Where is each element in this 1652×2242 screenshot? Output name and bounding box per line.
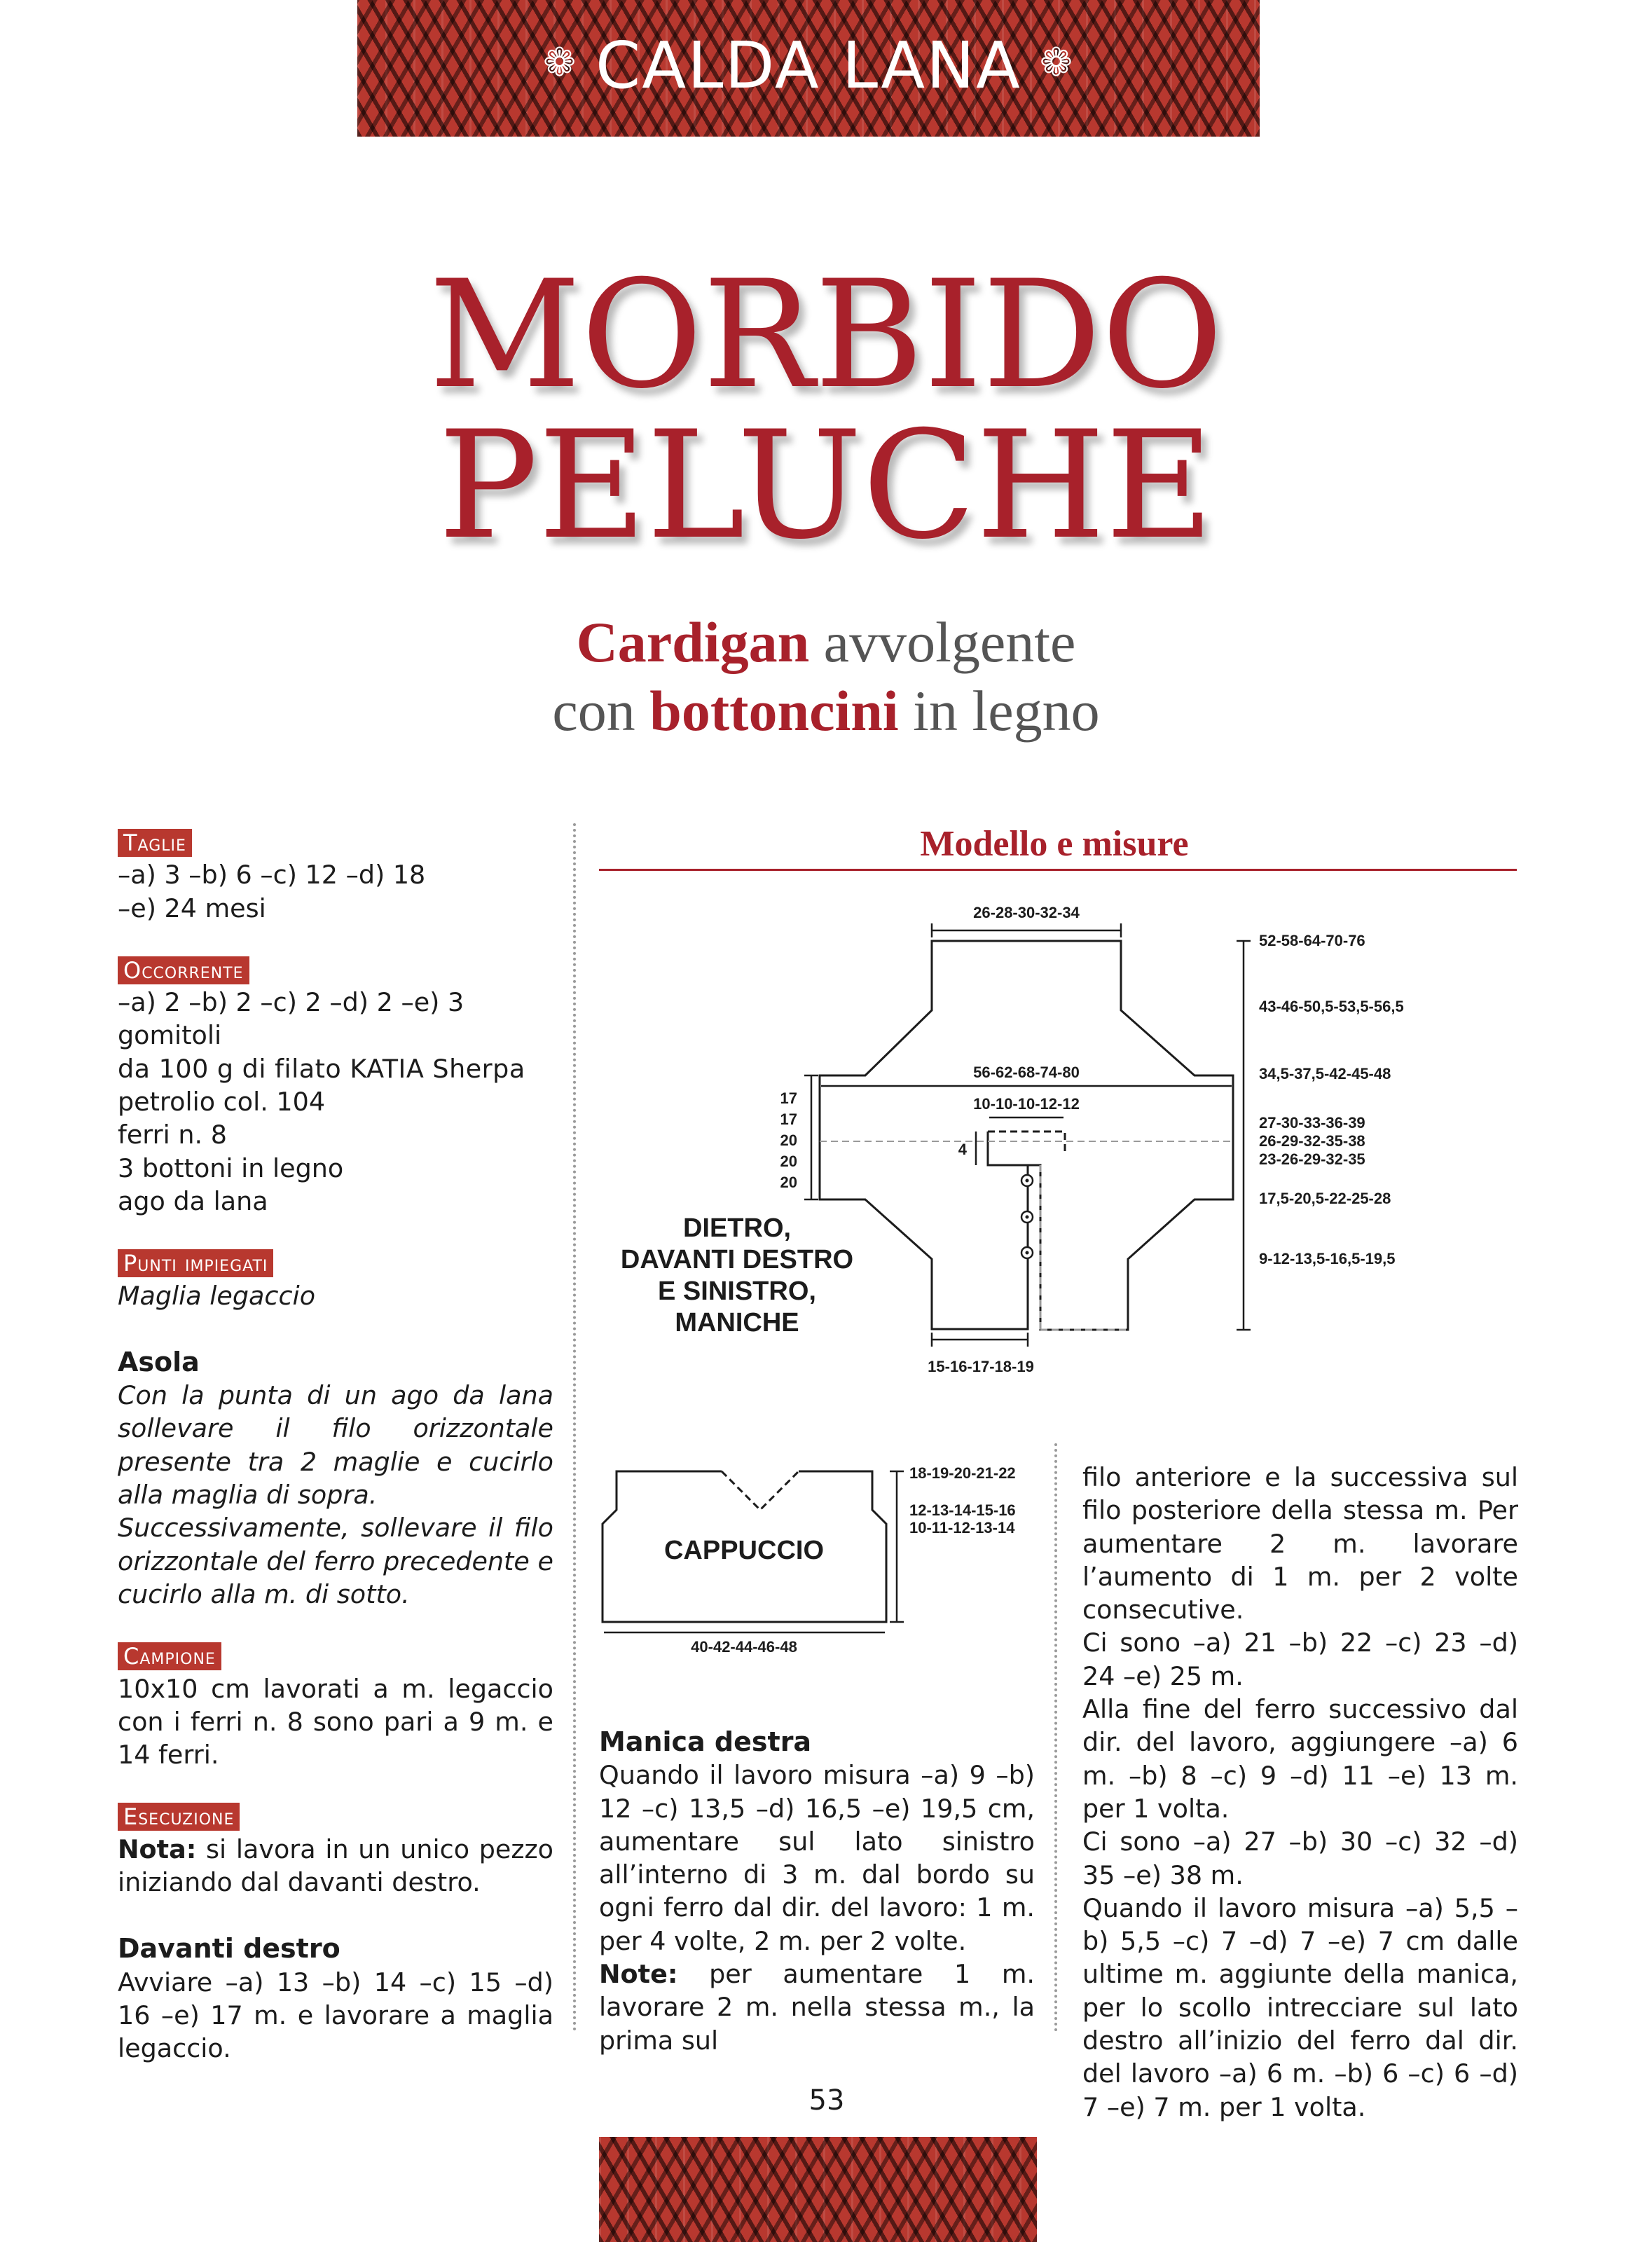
dim-right-1: 52-58-64-70-76 — [1259, 932, 1365, 949]
right-column — [1082, 1461, 1518, 2124]
note-text: si lavora in un unico pezzo iniziando dal davanti destro. — [118, 1834, 553, 1898]
note-paragraph — [599, 1958, 1035, 2057]
dim-right-8: 9-12-13,5-16,5-19,5 — [1259, 1250, 1396, 1267]
materials-line: ferri n. 8 — [118, 1120, 227, 1150]
dim-left-3: 20 — [780, 1132, 797, 1149]
pieces-label-2: DAVANTI DESTRO — [620, 1245, 854, 1274]
model-heading: Modello e misure — [920, 824, 1189, 864]
asola-paragraph: Successivamente, sollevare il filo orizzontale del ferro precedente e cucirlo alla m. di sotto. — [118, 1513, 553, 1609]
manica-paragraph: Quando il lavoro misura –a) 9 –b) 12 –c) 13,5 –d) 16,5 –e) 19,5 cm, aumentare sul lato sinistro all’interno di 3 m. dal bordo su ogni ferro dal dir. del lavoro: 1 m. per 4 volte, 2 m. per 2 volte. — [599, 1760, 1035, 1956]
dim-right-5: 26-29-32-35-38 — [1259, 1132, 1365, 1150]
section-heading-esecuzione: Esecuzione — [118, 1803, 240, 1831]
instruction-paragraph: filo anteriore e la successiva sul filo posteriore della stessa m. Per aumentare 2 m. lavorare l’aumento di 1 m. per 2 volte consecutive. — [1082, 1462, 1518, 1625]
sizes-line: –a) 3 –b) 6 –c) 12 –d) 18 — [118, 860, 426, 890]
asola-paragraph: Con la punta di un ago da lana sollevare il filo orizzontale presente tra 2 maglie e cucirlo alla maglia di sopra. — [118, 1380, 553, 1511]
materials-line: ago da lana — [118, 1185, 268, 1216]
body-outline-path — [820, 941, 1233, 1330]
note-text: per aumentare 1 m. lavorare 2 m. nella stessa m., la prima sul — [599, 1959, 1035, 2056]
gauge-paragraph: 10x10 cm lavorati a m. legaccio con i ferri n. 8 sono pari a 9 m. e 14 ferri. — [118, 1673, 553, 1770]
button-icon — [1021, 1175, 1033, 1186]
subtitle-text: in legno — [898, 679, 1100, 743]
dim-inner-width: 10-10-10-12-12 — [973, 1095, 1080, 1113]
neck-opening-dashes — [988, 1132, 1065, 1155]
section-heading-taglie: Taglie — [118, 829, 192, 857]
instruction-paragraph: Ci sono –a) 27 –b) 30 –c) 32 –d) 35 –e) 38 m. — [1082, 1827, 1518, 1890]
dim-right-2: 43-46-50,5-53,5-56,5 — [1259, 998, 1404, 1015]
subtitle-highlight: bottoncini — [649, 679, 899, 743]
subtitle-highlight: Cardigan — [576, 610, 810, 674]
page-number: 53 — [808, 2084, 845, 2117]
instruction-paragraph: Quando il lavoro misura –a) 5,5 –b) 5,5 –c) 7 –d) 7 –e) 7 cm dalle ultime m. aggiunte della manica, per lo scollo intrecciare sul lato destro all’inizio del ferro dal dir. del lavoro –a) 6 m. –b) 6 –c) 6 –d) 7 –e) 7 m. per 1 volta. — [1082, 1892, 1518, 2122]
dim-left-2: 17 — [780, 1110, 797, 1128]
dim-hood-3: 10-11-12-13-14 — [909, 1519, 1015, 1536]
pieces-label-4: MANICHE — [675, 1308, 799, 1337]
footer-knit-band — [599, 2137, 1037, 2242]
dim-right-6: 23-26-29-32-35 — [1259, 1150, 1365, 1168]
note-label: Note: — [599, 1959, 678, 1990]
button-icon — [1021, 1247, 1033, 1258]
stitch-line: Maglia legaccio — [118, 1280, 316, 1311]
dimension-line — [932, 1333, 1028, 1347]
subtitle-text: con — [552, 679, 650, 743]
section-heading-punti: Punti impiegati — [118, 1249, 273, 1277]
dimension-line — [804, 1075, 818, 1199]
materials-line: da 100 g di filato KATIA Sherpa — [118, 1053, 525, 1084]
materials-line: 3 bottoni in legno — [118, 1153, 344, 1183]
dim-hood-bottom: 40-42-44-46-48 — [691, 1638, 797, 1656]
neck-opening-outline — [988, 1132, 1028, 1165]
subsection-heading-manica: Manica destra — [599, 1726, 812, 1757]
dim-left-1: 17 — [780, 1089, 797, 1107]
flower-icon: ❁ — [543, 40, 578, 86]
section-heading-occorrente: Occorrente — [118, 956, 249, 984]
subsection-heading-davanti: Davanti destro — [118, 1933, 340, 1965]
dim-left-4: 20 — [780, 1153, 797, 1170]
subtitle-text: avvolgente — [809, 610, 1076, 674]
dim-right-7: 17,5-20,5-22-25-28 — [1259, 1190, 1391, 1207]
dimension-line — [1237, 941, 1251, 1330]
body-outline — [820, 941, 1233, 1330]
hood-label: CAPPUCCIO — [663, 1536, 825, 1565]
davanti-paragraph: Avviare –a) 13 –b) 14 –c) 15 –d) 16 –e) 17 m. e lavorare a maglia legaccio. — [118, 1967, 553, 2064]
dim-right-3: 34,5-37,5-42-45-48 — [1259, 1065, 1391, 1082]
materials-line: –a) 2 –b) 2 –c) 2 –d) 2 –e) 3 gomitoli — [118, 987, 464, 1051]
dim-hood-2: 12-13-14-15-16 — [909, 1501, 1016, 1519]
dim-bottom-width: 15-16-17-18-19 — [928, 1358, 1034, 1375]
dimension-line — [890, 1471, 904, 1622]
pieces-label-1: DIETRO, — [682, 1213, 792, 1243]
pieces-label-3: E SINISTRO, — [658, 1277, 816, 1306]
note-label: Nota: — [118, 1834, 197, 1864]
title-line-2: PELUCHE — [438, 399, 1214, 572]
dim-left-5: 20 — [780, 1174, 797, 1191]
subsection-heading-asola: Asola — [118, 1346, 200, 1377]
hood-dashes — [722, 1471, 799, 1510]
section-heading-campione: Campione — [118, 1642, 221, 1670]
button-icon — [1021, 1211, 1033, 1223]
instruction-paragraph: Ci sono –a) 21 –b) 22 –c) 23 –d) 24 –e) 25 m. — [1082, 1628, 1518, 1691]
title-line-1: MORBIDO — [429, 248, 1223, 421]
dim-body-width: 56-62-68-74-80 — [973, 1064, 1080, 1081]
dimension-line — [932, 923, 1121, 937]
dim-right-4: 27-30-33-36-39 — [1259, 1114, 1365, 1132]
dim-slit: 4 — [958, 1141, 967, 1158]
middle-column — [599, 1726, 1035, 2057]
flower-icon: ❁ — [1039, 40, 1074, 86]
instruction-paragraph: Alla fine del ferro successivo dal dir. del lavoro, aggiungere –a) 6 m. –b) 8 –c) 9 –d) 11 –e) 13 m. per 1 volta. — [1082, 1694, 1518, 1824]
sizes-line: –e) 24 mesi — [118, 893, 266, 923]
materials-line: petrolio col. 104 — [118, 1087, 326, 1117]
dim-hood-1: 18-19-20-21-22 — [909, 1464, 1016, 1482]
dim-top-width: 26-28-30-32-34 — [973, 904, 1080, 921]
brand-name: CALDA LANA — [596, 28, 1021, 103]
